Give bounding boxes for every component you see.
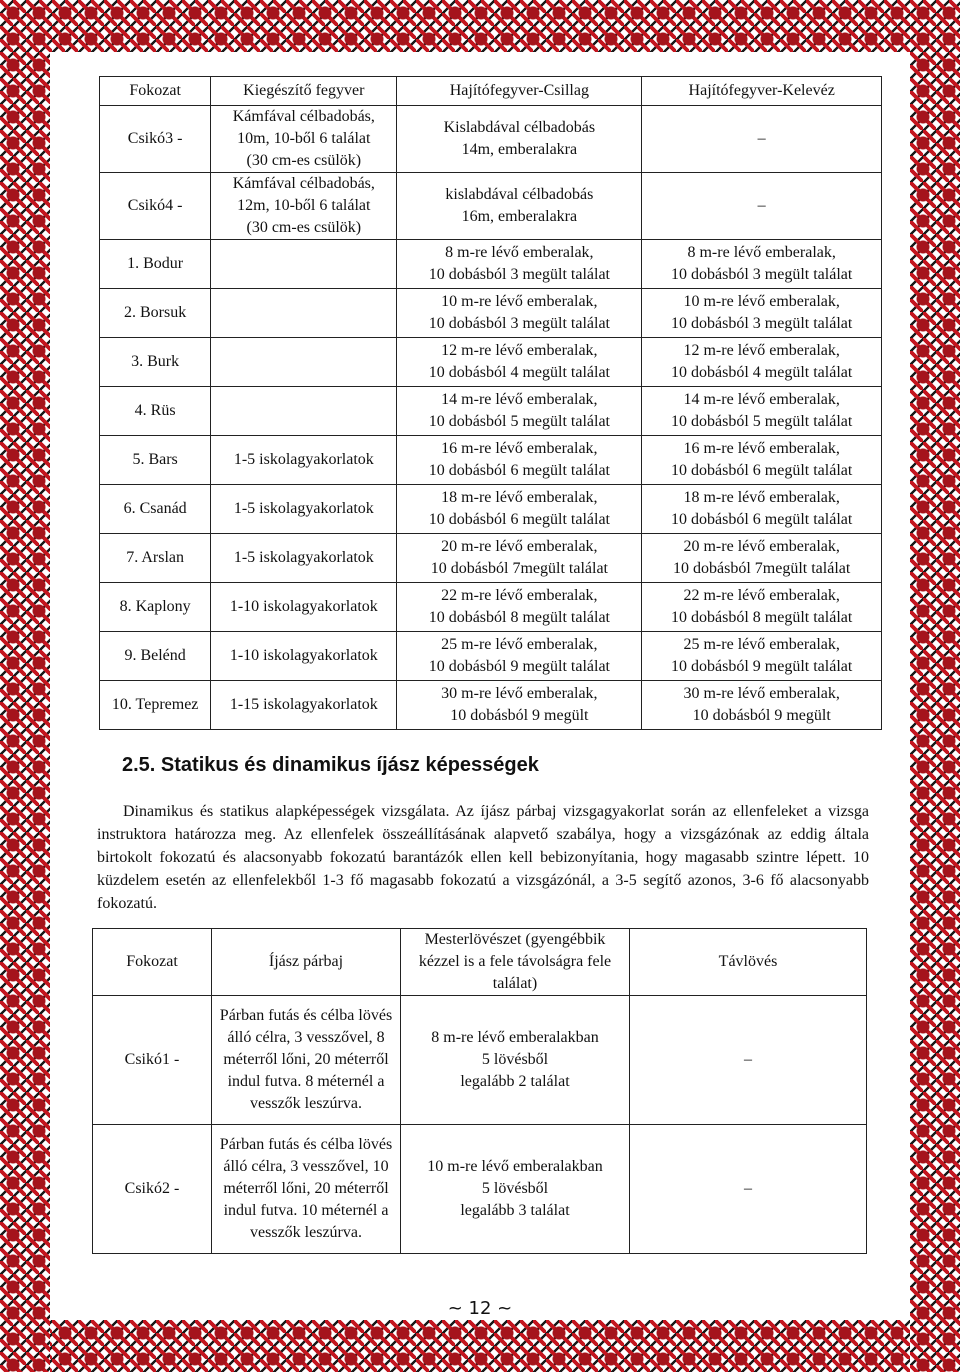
table-cell — [211, 338, 397, 387]
table-cell: 1-5 iskolagyakorlatok — [211, 534, 397, 583]
table-cell: – — [642, 173, 882, 240]
table-cell: 1-10 iskolagyakorlatok — [211, 583, 397, 632]
table-cell: 1-15 iskolagyakorlatok — [211, 681, 397, 730]
table-cell: 8 m-re lévő emberalak, 10 dobásból 3 megült találat — [397, 240, 642, 289]
header-cell: Fokozat — [100, 77, 211, 106]
table-cell: 8 m-re lévő emberalak, 10 dobásból 3 megült találat — [642, 240, 882, 289]
table-cell: – — [630, 1125, 867, 1254]
header-cell: Kiegészítő fegyver — [211, 77, 397, 106]
table-cell: 16 m-re lévő emberalak, 10 dobásból 6 megült találat — [397, 436, 642, 485]
table-row — [93, 1125, 867, 1254]
table-cell: Csikó1 - — [93, 996, 212, 1125]
table-row — [100, 173, 882, 240]
decorative-border-bottom — [0, 1320, 960, 1372]
table-cell: 10 m-re lévő emberalak, 10 dobásból 3 megült találat — [397, 289, 642, 338]
table-cell: Csikó4 - — [100, 173, 211, 240]
table-row — [100, 485, 882, 534]
table-cell: 7. Arslan — [100, 534, 211, 583]
table-cell: 22 m-re lévő emberalak, 10 dobásból 8 megült találat — [642, 583, 882, 632]
table-cell: Csikó3 - — [100, 106, 211, 173]
table-row — [100, 338, 882, 387]
table-cell: 18 m-re lévő emberalak, 10 dobásból 6 megült találat — [642, 485, 882, 534]
table-cell: 30 m-re lévő emberalak, 10 dobásból 9 megült — [642, 681, 882, 730]
table-cell: 10. Tepremez — [100, 681, 211, 730]
table-row — [100, 240, 882, 289]
table-cell: Kámfával célbadobás, 12m, 10-ből 6 találat (30 cm-es csülök) — [211, 173, 397, 240]
table-cell: 16 m-re lévő emberalak, 10 dobásból 6 megült találat — [642, 436, 882, 485]
table-cell: kislabdával célbadobás 16m, emberalakra — [397, 173, 642, 240]
table-cell — [211, 289, 397, 338]
table-cell: 12 m-re lévő emberalak, 10 dobásból 4 megült találat — [397, 338, 642, 387]
table-cell: 1-5 iskolagyakorlatok — [211, 436, 397, 485]
table-cell: 1-10 iskolagyakorlatok — [211, 632, 397, 681]
decorative-border-top — [0, 0, 960, 52]
table-cell: – — [642, 106, 882, 173]
table-cell — [211, 387, 397, 436]
table-cell: 6. Csanád — [100, 485, 211, 534]
header-cell: Fokozat — [93, 929, 212, 996]
table-cell: 1-5 iskolagyakorlatok — [211, 485, 397, 534]
table-cell: 1. Bodur — [100, 240, 211, 289]
table-cell: 20 m-re lévő emberalak, 10 dobásból 7megült találat — [397, 534, 642, 583]
table-row — [100, 436, 882, 485]
header-cell: Mesterlövészet (gyengébbik kézzel is a fele távolságra fele találat) — [401, 929, 630, 996]
header-cell: Hajítófegyver-Csillag — [397, 77, 642, 106]
table-cell: 10 m-re lévő emberalakban 5 lövésből legalább 3 találat — [401, 1125, 630, 1254]
section-title: 2.5. Statikus és dinamikus íjász képességek — [122, 754, 539, 776]
table-cell: 10 m-re lévő emberalak, 10 dobásból 3 megült találat — [642, 289, 882, 338]
table-row — [100, 387, 882, 436]
table-cell: 2. Borsuk — [100, 289, 211, 338]
table-cell: 25 m-re lévő emberalak, 10 dobásból 9 megült találat — [397, 632, 642, 681]
table-row — [100, 106, 882, 173]
table-cell: 22 m-re lévő emberalak, 10 dobásból 8 megült találat — [397, 583, 642, 632]
table-cell: Párban futás és célba lövés álló célra, 3 vesszővel, 10 méterről lőni, 20 méterről indul futva. 10 méternél a vesszők leszúrva. — [212, 1125, 401, 1254]
table-cell: 4. Rüs — [100, 387, 211, 436]
table-cell: 9. Belénd — [100, 632, 211, 681]
table-cell: Párban futás és célba lövés álló célra, 3 vesszővel, 8 méterről lőni, 20 méterről indul futva. 8 méternél a vesszők leszúrva. — [212, 996, 401, 1125]
table-cell: 5. Bars — [100, 436, 211, 485]
table-body — [100, 106, 882, 730]
table-cell: Csikó2 - — [93, 1125, 212, 1254]
table-row — [100, 534, 882, 583]
table-cell: 18 m-re lévő emberalak, 10 dobásból 6 megült találat — [397, 485, 642, 534]
table-cell: 12 m-re lévő emberalak, 10 dobásból 4 megült találat — [642, 338, 882, 387]
decorative-border-left — [0, 0, 50, 1372]
table-row — [100, 681, 882, 730]
page-number: ~ 12 ~ — [447, 1298, 513, 1319]
table-body — [93, 996, 867, 1254]
table-row — [100, 632, 882, 681]
table-cell: 3. Burk — [100, 338, 211, 387]
table-cell: 8. Kaplony — [100, 583, 211, 632]
table-header-row — [93, 929, 867, 996]
table-cell: 25 m-re lévő emberalak, 10 dobásból 9 megült találat — [642, 632, 882, 681]
document-page — [64, 62, 896, 1319]
table-header-row — [100, 77, 882, 106]
table-cell: Kámfával célbadobás, 10m, 10-ből 6 találat (30 cm-es csülök) — [211, 106, 397, 173]
table-cell: 14 m-re lévő emberalak, 10 dobásból 5 megült találat — [642, 387, 882, 436]
header-cell: Íjász párbaj — [212, 929, 401, 996]
header-cell: Távlövés — [630, 929, 867, 996]
table-cell: Kislabdával célbadobás 14m, emberalakra — [397, 106, 642, 173]
decorative-border-right — [910, 0, 960, 1372]
section-paragraph: Dinamikus és statikus alapképességek vizsgálata. Az íjász párbaj vizsgagyakorlat során az ellenfeleket a vizsga instruktora határozza meg. Az ellenfelek összeállításának alapvető szabálya, hogy a vizsgázónak az eddig általa birtokolt fokozatú és alacsonyabb fokozatú barantázók ellen kell bebizonyítania, hogy magasabb szintre lépett. 10 küzdelem esetén az ellenfelekből 1-3 fő magasabb fokozatú a vizsgázónál, a 3-5 segítő azonos, 3-6 fő alacsonyabb fokozatú. — [97, 803, 869, 912]
table-cell: 20 m-re lévő emberalak, 10 dobásból 7megült találat — [642, 534, 882, 583]
table-cell: 30 m-re lévő emberalak, 10 dobásból 9 megült — [397, 681, 642, 730]
table-row — [100, 583, 882, 632]
table-cell: – — [630, 996, 867, 1125]
rank-weapons-table — [99, 76, 882, 730]
archery-exam-table — [92, 928, 867, 1254]
table-row — [100, 289, 882, 338]
table-cell: 8 m-re lévő emberalakban 5 lövésből legalább 2 találat — [401, 996, 630, 1125]
table-cell: 14 m-re lévő emberalak, 10 dobásból 5 megült találat — [397, 387, 642, 436]
header-cell: Hajítófegyver-Kelevéz — [642, 77, 882, 106]
table-cell — [211, 240, 397, 289]
table-row — [93, 996, 867, 1125]
